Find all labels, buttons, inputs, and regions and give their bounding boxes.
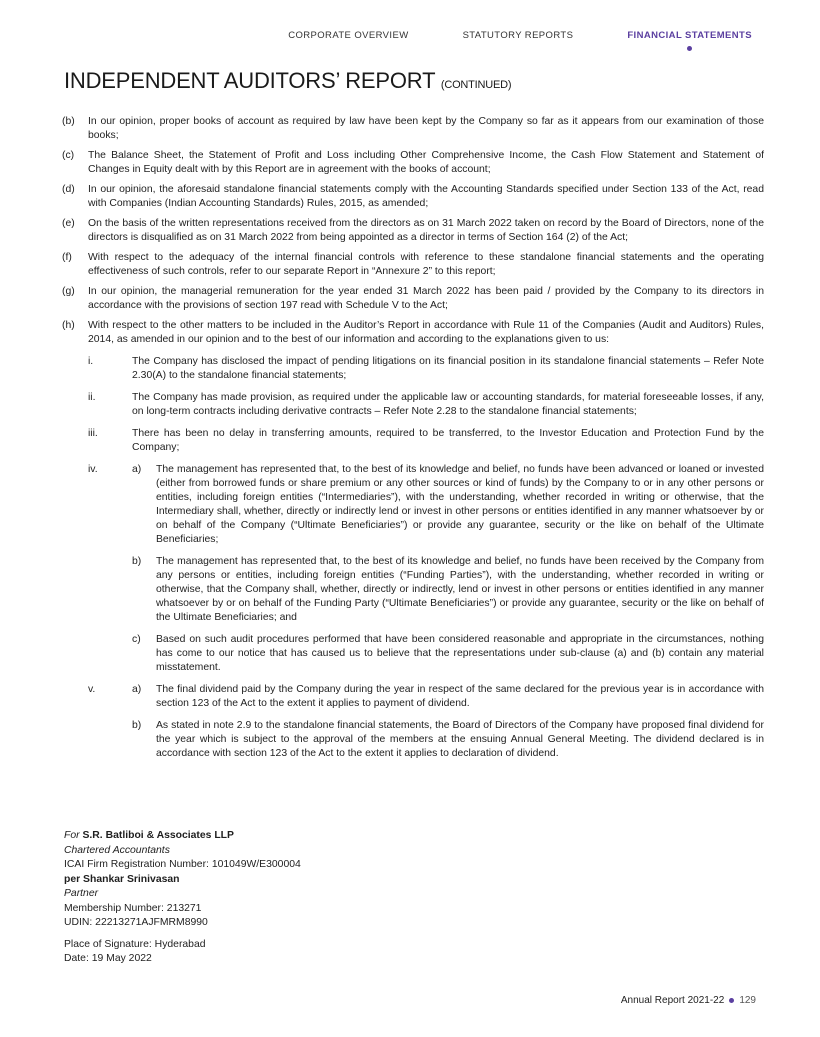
page-number: 129: [739, 995, 756, 1006]
clause-h-iv-c: c) Based on such audit procedures performed that have been considered reasonable and appropriate in the circumstances, nothing has come to our notice that has caused us to believe that the representations under sub-clause (a) and (b) contain any material misstatement.: [132, 634, 764, 673]
report-body: [62, 115, 764, 767]
clause-f: (f) With respect to the adequacy of the internal financial controls with reference to these standalone financial statements and the operating effectiveness of such controls, refer to our separate Report in “Annexure 2” to this report;: [62, 252, 764, 277]
clause-e: (e) On the basis of the written representations received from the directors as on 31 March 2022 taken on record by the Board of Directors, none of the directors is disqualified as on 31 March 2022 from being appointed as a director in terms of Section 164 (2) of the Act;: [62, 218, 764, 243]
clause-h-v-a: v. a) The final dividend paid by the Company during the year in respect of the same declared for the previous year is in accordance with section 123 of the Act to the extent it applies to payment of dividend.: [88, 684, 764, 709]
clause-g: (g) In our opinion, the managerial remuneration for the year ended 31 March 2022 has been paid / provided by the Company to its directors in accordance with the provisions of section 197 read with Schedule V to the Act;: [62, 286, 764, 311]
clause-h-iv-a: iv. a) The management has represented that, to the best of its knowledge and belief, no funds have been advanced or loaned or invested (either from borrowed funds or share premium or any other sources or kind of funds) by the Company to or in any other persons or entities, including foreign entities (“Intermediaries”), with the understanding, whether recorded in writing or otherwise, that the Intermediary shall, whether, directly or indirectly lend or invest in other persons or entities identified in any manner whatsoever by or on behalf of the Company (“Ultimate Beneficiaries”) or provide any guarantee, security or the like on behalf of the Ultimate Beneficiaries;: [88, 464, 764, 545]
clause-b: (b) In our opinion, proper books of account as required by law have been kept by the Company so far as it appears from our examination of those books;: [62, 116, 764, 141]
signature-membership: Membership Number: 213271: [64, 902, 202, 914]
signature-per: per Shankar Srinivasan: [64, 873, 180, 885]
footer-dot: [729, 998, 734, 1003]
page-title: [64, 68, 511, 94]
page-footer: [621, 995, 756, 1006]
nav-corporate-overview: CORPORATE OVERVIEW: [288, 30, 409, 41]
clause-h-v-b: b) As stated in note 2.9 to the standalone financial statements, the Board of Directors of the Company have proposed final dividend for the year which is subject to the approval of the members at the ensuing Annual General Meeting. The dividend declared is in accordance with section 123 of the Act to the extent it applies to declaration of dividend.: [132, 720, 764, 759]
clause-c: (c) The Balance Sheet, the Statement of Profit and Loss including Other Comprehensive Income, the Cash Flow Statement and Statement of Changes in Equity dealt with by this Report are in agreement with the books of account;: [62, 150, 764, 175]
nav-statutory-reports: STATUTORY REPORTS: [462, 30, 574, 41]
footer-report-name: Annual Report 2021-22: [620, 995, 725, 1006]
clause-h-iv-b: b) The management has represented that, to the best of its knowledge and belief, no funds have been received by the Company from any persons or entities, including foreign entities (“Funding Parties”), with the understanding, whether recorded in writing or otherwise, that the Company shall, whether, directly or indirectly, lend or invest in other persons or entities identified in any manner whatsoever by or on behalf of the Funding Party (“Ultimate Beneficiaries”) or provide any guarantee, security or the like on behalf of the Ultimate Beneficiaries; and: [132, 556, 764, 623]
clause-h-iii: iii. There has been no delay in transferring amounts, required to be transferred, to the Investor Education and Protection Fund by the Company;: [88, 428, 764, 453]
signature-udin: UDIN: 22213271AJFMRM8990: [64, 917, 208, 928]
clause-h: (h) With respect to the other matters to be included in the Auditor’s Report in accordance with Rule 11 of the Companies (Audit and Auditors) Rules, 2014, as amended in our opinion and to the best of our information and according to the explanations given to us: i. The Company has disclosed the impact of pending litigations on its financial position in its standalone financial statements – Refer Note 2.30(A) to the standalone financial statements; ii. The Company has made provision, as required under the applicable law or accounting standards, for material foreseeable losses, if any, on long-term contracts including derivative contracts – Refer Note 2.28 to the standalone financial statements; iii. There has been no delay in transferring amounts, required to be transferred, to the Investor Education and Protection Fund by the Company; iv. a) The management has represented that, to the best of its knowledge and belief, no funds have been advanced or loaned or invested (either from borrowed funds or share premium or any other sources or kind of funds) by the Company to or in any other persons or entities, including foreign entities (“Intermediaries”), with the understanding, whether recorded in writing or otherwise, that the Intermediary shall, whether, directly or indirectly lend or invest in other persons or entities identified in any manner whatsoever by or on behalf of the Company (“Ultimate Beneficiaries”) or provide any guarantee, security or the like on behalf of the Ultimate Beneficiaries; b) The management has represented that, to the best of its knowledge and belief, no funds have been received by the Company from any persons or entities, including foreign entities (“Funding Parties”), with the understanding, whether recorded in writing or otherwise, that the Company shall, whether, directly or indirectly, lend or invest in other persons or entities identified in any manner whatsoever by or on behalf of the Funding Party (“Ultimate Beneficiaries”) or provide any guarantee, security or the like on behalf of the Ultimate Beneficiaries; and c) Based on such audit procedures performed that have been considered reasonable and appropriate in the circumstances, nothing has come to our notice that has caused us to believe that the representations under sub-clause (a) and (b) contain any material misstatement. v. a) The final dividend paid by the Company during the year in respect of the same declared for the previous year is in accordance with section 123 of the Act to the extent it applies to payment of dividend. b) As stated in note 2.9 to the standalone financial statements, the Board of Directors of the Company have proposed final dividend for the year which is subject to the approval of the members at the ensuing Annual General Meeting. The dividend declared is in accordance with section 123 of the Act to the extent it applies to declaration of dividend.: [62, 320, 764, 759]
signature-role: Partner: [64, 888, 99, 899]
signature-registration: ICAI Firm Registration Number: 101049W/E300004: [64, 859, 301, 870]
top-navigation: [288, 30, 752, 41]
active-section-dot: [687, 46, 692, 51]
signature-place: Place of Signature: Hyderabad: [64, 938, 206, 950]
clause-d: (d) In our opinion, the aforesaid standalone financial statements comply with the Accounting Standards specified under Section 133 of the Act, read with Companies (Indian Accounting Standards) Rules, 2015, as amended;: [62, 184, 764, 209]
title-suffix: (CONTINUED): [440, 79, 512, 91]
signature-firm-type: Chartered Accountants: [64, 844, 170, 856]
clause-h-ii: ii. The Company has made provision, as required under the applicable law or accounting standards, for material foreseeable losses, if any, on long-term contracts including derivative contracts – Refer Note 2.28 to the standalone financial statements;: [88, 392, 764, 417]
signature-firm: For S.R. Batliboi & Associates LLP: [64, 830, 234, 841]
signature-block: [64, 829, 301, 967]
nav-financial-statements: FINANCIAL STATEMENTS: [627, 30, 752, 41]
title-main: INDEPENDENT AUDITORS’ REPORT: [64, 68, 435, 93]
clause-h-i: i. The Company has disclosed the impact of pending litigations on its financial position in its standalone financial statements – Refer Note 2.30(A) to the standalone financial statements;: [88, 356, 764, 381]
signature-date: Date: 19 May 2022: [64, 953, 152, 964]
